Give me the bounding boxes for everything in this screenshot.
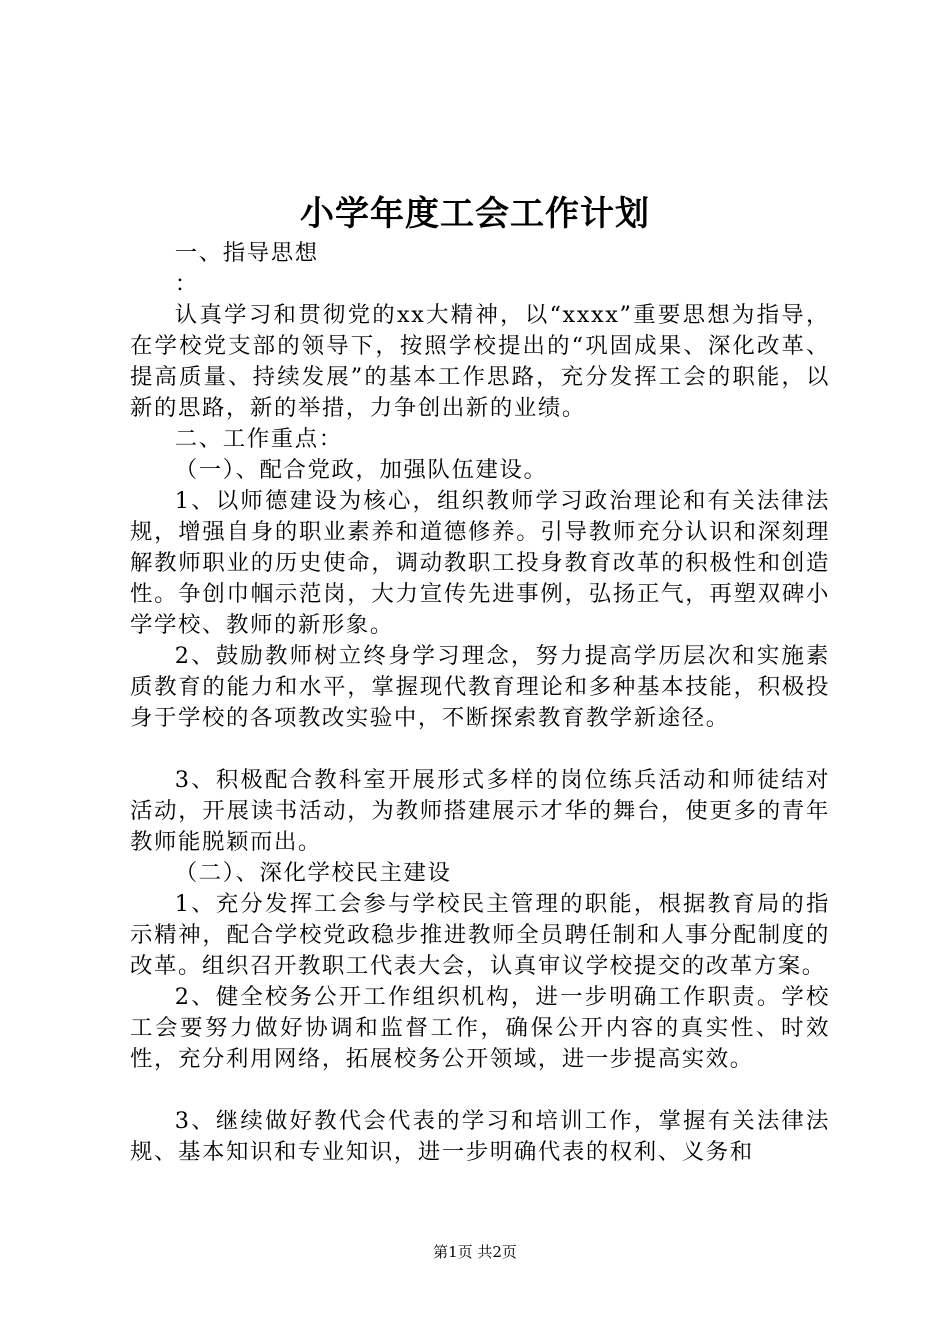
blank-line <box>130 1075 830 1106</box>
document-body <box>130 238 830 1168</box>
paragraph-1-1: 1、以师德建设为核心，组织教师学习政治理论和有关法律法规，增强自身的职业素养和道德修养。引导教师充分认识和深刻理解教师职业的历史使命，调动教职工投身教育改革的积极性和创造性。争创巾帼示范岗，大力宣传先进事例，弘扬正气，再塑双碑小学学校、教师的新形象。 <box>130 488 830 638</box>
paragraph-1-2: 2、鼓励教师树立终身学习理念，努力提高学历层次和实施素质教育的能力和水平，掌握现代教育理论和多种基本技能，积极投身于学校的各项教改实验中，不断探索教育教学新途径。 <box>130 643 830 731</box>
section-heading-guiding-ideology: 一、指导思想 <box>174 240 319 266</box>
paragraph-2-2: 2、健全校务公开工作组织机构，进一步明确工作职责。学校工会要努力做好协调和监督工作，确保公开内容的真实性、时效性，充分利用网络，拓展校务公开领域，进一步提高实效。 <box>130 984 830 1072</box>
section-heading-work-focus: 二、工作重点： <box>174 426 343 452</box>
subsection-heading-2: （二）、深化学校民主建设 <box>174 860 452 886</box>
document-title: 小学年度工会工作计划 <box>300 194 650 234</box>
colon-line: ： <box>174 271 199 297</box>
paragraph-guiding-ideology: 认真学习和贯彻党的xx大精神，以“xxxx”重要思想为指导，在学校党支部的领导下，按照学校提出的“巩固成果、深化改革、提高质量、持续发展”的基本工作思路，充分发挥工会的职能，以新的思路，新的举措，力争创出新的业绩。 <box>130 302 830 421</box>
paragraph-2-1: 1、充分发挥工会参与学校民主管理的职能，根据教育局的指示精神，配合学校党政稳步推进教师全员聘任制和人事分配制度的改革。组织召开教职工代表大会，认真审议学校提交的改革方案。 <box>130 891 830 979</box>
page-number-footer: 第1页 共2页 <box>433 1243 517 1261</box>
paragraph-2-3: 3、继续做好教代会代表的学习和培训工作，掌握有关法律法规、基本知识和专业知识，进一步明确代表的权利、义务和 <box>130 1108 830 1165</box>
blank-line <box>130 734 830 765</box>
subsection-heading-1: （一）、配合党政，加强队伍建设。 <box>174 457 548 483</box>
paragraph-1-3: 3、积极配合教科室开展形式多样的岗位练兵活动和师徒结对活动，开展读书活动，为教师搭建展示才华的舞台，使更多的青年教师能脱颖而出。 <box>130 767 830 855</box>
